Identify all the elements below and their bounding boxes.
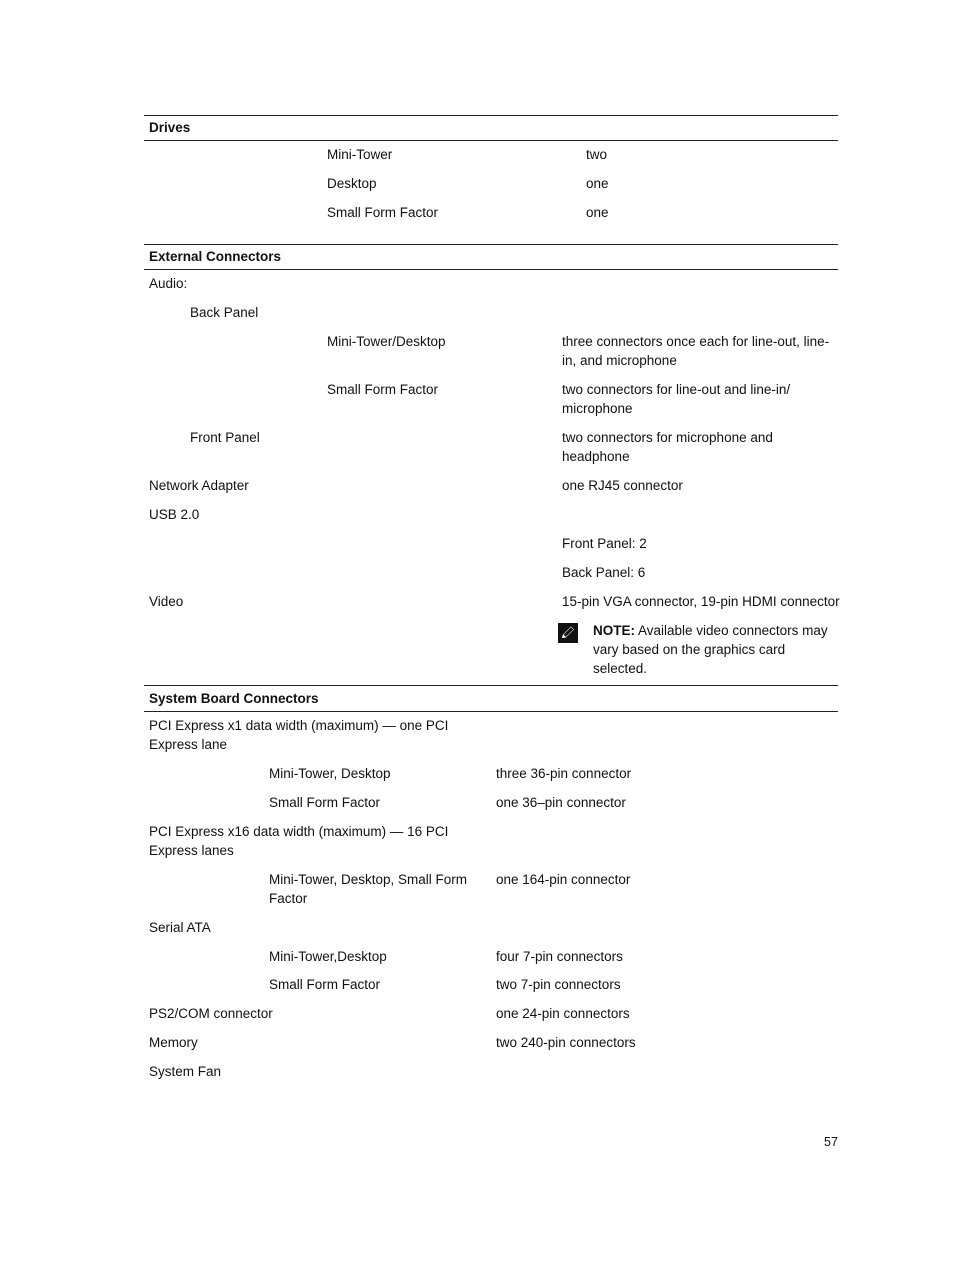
external-header: External Connectors: [149, 249, 282, 264]
video-value: 15-pin VGA connector, 19-pin HDMI connector: [562, 594, 840, 609]
drives-desktop-value: one: [586, 176, 609, 191]
sata-mt-label: Mini-Tower,Desktop: [269, 949, 387, 964]
note-prefix: NOTE:: [593, 623, 635, 638]
note-text: Available video connectors may vary based on the graphics card selected.: [593, 623, 828, 676]
note-pencil-icon: [558, 623, 578, 643]
drives-desktop-label: Desktop: [327, 176, 377, 191]
network-value: one RJ45 connector: [562, 478, 683, 493]
video-label: Video: [149, 594, 184, 609]
system-fan-label: System Fan: [149, 1064, 222, 1079]
network-label: Network Adapter: [149, 478, 249, 493]
pcie-x1-label: PCI Express x1 data width (maximum) — one PCI Express lane: [149, 718, 449, 752]
memory-label: Memory: [149, 1035, 198, 1050]
sata-mt-value: four 7-pin connectors: [496, 949, 623, 964]
pcie-x1-sff-value: one 36–pin connector: [496, 795, 626, 810]
sata-sff-value: two 7-pin connectors: [496, 977, 621, 992]
memory-value: two 240-pin connectors: [496, 1035, 636, 1050]
drives-top-rule: [144, 115, 838, 116]
external-header-rule: [144, 269, 838, 270]
page-number: 57: [824, 1135, 838, 1149]
system-board-header-rule: [144, 711, 838, 712]
ps2-value: one 24-pin connectors: [496, 1006, 630, 1021]
front-panel-label: Front Panel: [190, 430, 260, 445]
usb-front-value: Front Panel: 2: [562, 536, 647, 551]
back-mt-value: three connectors once each for line-out, line-in, and microphone: [562, 334, 830, 368]
drives-header-rule: [144, 140, 838, 141]
pcie-x16-all-value: one 164-pin connector: [496, 872, 631, 887]
video-note: [593, 621, 841, 678]
sata-label: Serial ATA: [149, 920, 211, 935]
drives-mt-value: two: [586, 147, 608, 162]
pcie-x1-mt-value: three 36-pin connector: [496, 766, 632, 781]
drives-mt-label: Mini-Tower: [327, 147, 393, 162]
usb-back-value: Back Panel: 6: [562, 565, 646, 580]
back-sff-value: two connectors for line-out and line-in/ microphone: [562, 382, 791, 416]
external-top-rule: [144, 244, 838, 245]
back-sff-label: Small Form Factor: [327, 382, 439, 397]
drives-header: Drives: [149, 120, 191, 135]
system-board-header: System Board Connectors: [149, 691, 319, 706]
front-panel-value: two connectors for microphone and headphone: [562, 430, 773, 464]
drives-sff-label: Small Form Factor: [327, 205, 439, 220]
pcie-x1-mt-label: Mini-Tower, Desktop: [269, 766, 391, 781]
pcie-x16-label: PCI Express x16 data width (maximum) — 16 PCI Express lanes: [149, 824, 449, 858]
usb-label: USB 2.0: [149, 507, 200, 522]
drives-sff-value: one: [586, 205, 609, 220]
pcie-x1-sff-label: Small Form Factor: [269, 795, 381, 810]
audio-label: Audio:: [149, 276, 188, 291]
sata-sff-label: Small Form Factor: [269, 977, 381, 992]
back-mt-label: Mini-Tower/Desktop: [327, 334, 446, 349]
pcie-x16-all-label: Mini-Tower, Desktop, Small Form Factor: [269, 872, 468, 906]
system-board-top-rule: [144, 685, 838, 686]
back-panel-label: Back Panel: [190, 305, 259, 320]
ps2-label: PS2/COM connector: [149, 1006, 273, 1021]
